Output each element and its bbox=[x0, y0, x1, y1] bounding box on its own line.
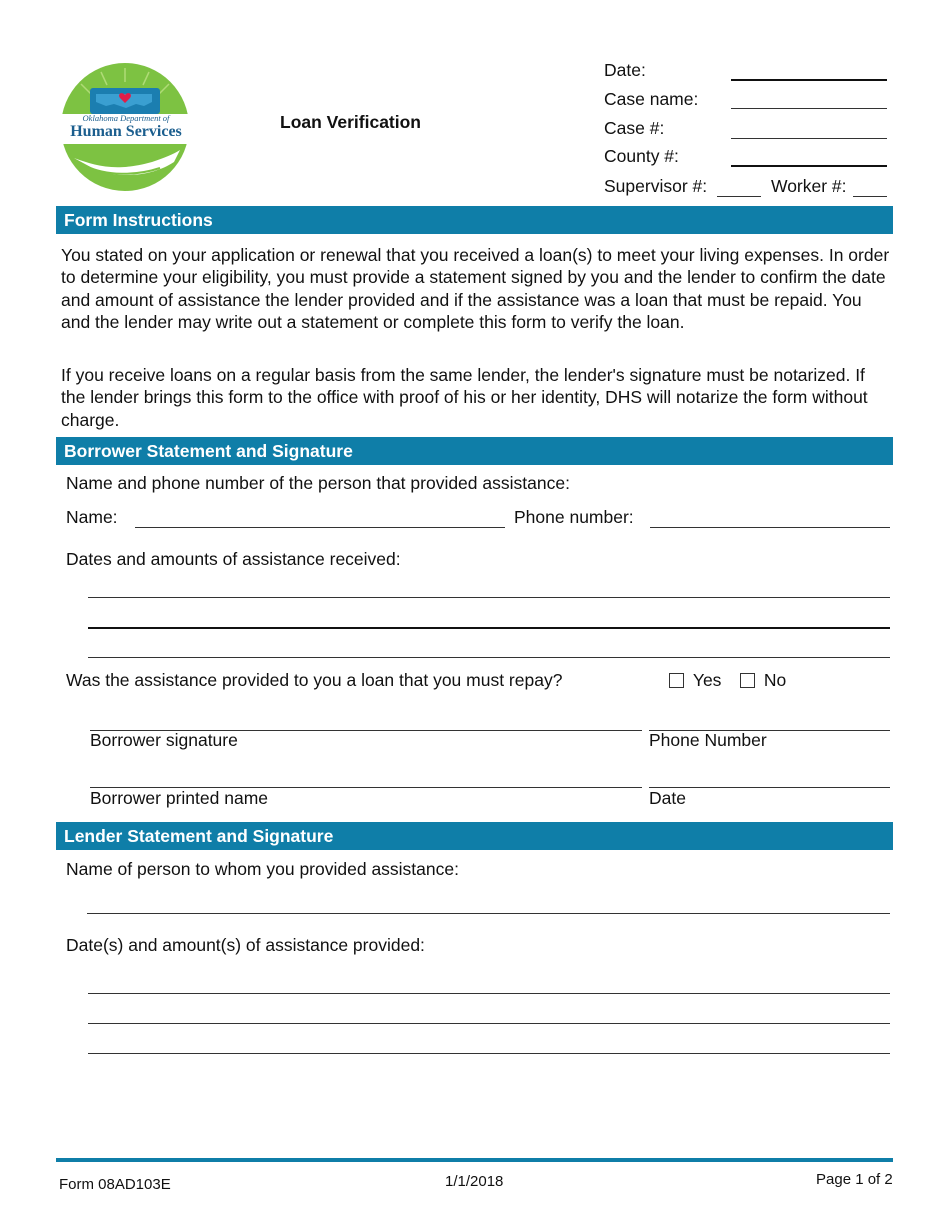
footer-rule bbox=[56, 1158, 893, 1162]
lender-dates-prompt: Date(s) and amount(s) of assistance provided: bbox=[66, 935, 425, 955]
case-name-label: Case name: bbox=[604, 89, 699, 109]
county-number-label: County #: bbox=[604, 146, 679, 166]
no-checkbox[interactable] bbox=[740, 673, 755, 688]
loan-question: Was the assistance provided to you a loan that you must repay? bbox=[66, 670, 563, 690]
yes-option[interactable] bbox=[669, 669, 721, 691]
borrower-phone-label: Phone number: bbox=[514, 507, 634, 527]
no-label: No bbox=[763, 670, 787, 690]
lender-phone-field[interactable] bbox=[650, 527, 890, 528]
borrower-dates-prompt: Dates and amounts of assistance received: bbox=[66, 549, 401, 569]
borrower-name-field[interactable] bbox=[87, 913, 890, 914]
lender-dates-line-2[interactable] bbox=[88, 1023, 890, 1024]
form-date: 1/1/2018 bbox=[445, 1173, 504, 1190]
borrower-phone-number-label: Phone Number bbox=[649, 730, 767, 750]
yes-label: Yes bbox=[692, 670, 722, 690]
case-name-field[interactable] bbox=[731, 108, 887, 109]
borrower-printed-name-label: Borrower printed name bbox=[90, 788, 268, 808]
form-instructions-heading: Form Instructions bbox=[56, 206, 893, 234]
logo-line-1: Oklahoma Department of bbox=[82, 113, 170, 123]
borrower-name-label: Name: bbox=[66, 507, 118, 527]
borrower-date-label: Date bbox=[649, 788, 686, 808]
borrower-dates-line-2[interactable] bbox=[88, 627, 890, 629]
yes-checkbox[interactable] bbox=[669, 673, 684, 688]
no-option[interactable] bbox=[740, 669, 786, 691]
dhs-logo bbox=[56, 62, 196, 192]
lender-dates-line-3[interactable] bbox=[88, 1053, 890, 1054]
borrower-section-heading: Borrower Statement and Signature bbox=[56, 437, 893, 465]
worker-number-field[interactable] bbox=[853, 196, 887, 197]
instructions-paragraph-2: If you receive loans on a regular basis from the same lender, the lender's signature must be notarized. If the lender brings this form to the office with proof of his or her identity, DHS will notarize the form without charge. bbox=[61, 365, 868, 430]
borrower-signature-label: Borrower signature bbox=[90, 730, 238, 750]
borrower-dates-line-3[interactable] bbox=[88, 657, 890, 658]
date-field[interactable] bbox=[731, 79, 887, 81]
page-title: Loan Verification bbox=[280, 112, 421, 132]
supervisor-number-field[interactable] bbox=[717, 196, 761, 197]
form-number: Form 08AD103E bbox=[59, 1176, 171, 1193]
county-number-field[interactable] bbox=[731, 165, 887, 167]
lender-name-field[interactable] bbox=[135, 527, 505, 528]
supervisor-number-label: Supervisor #: bbox=[604, 176, 708, 196]
lender-section-heading: Lender Statement and Signature bbox=[56, 822, 893, 850]
worker-number-label: Worker #: bbox=[771, 176, 847, 196]
borrower-dates-line-1[interactable] bbox=[88, 597, 890, 598]
logo-line-2: Human Services bbox=[70, 123, 182, 140]
case-number-label: Case #: bbox=[604, 118, 665, 138]
lender-dates-line-1[interactable] bbox=[88, 993, 890, 994]
case-number-field[interactable] bbox=[731, 138, 887, 139]
borrower-name-phone-prompt: Name and phone number of the person that provided assistance: bbox=[66, 473, 570, 493]
page-number: Page 1 of 2 bbox=[816, 1171, 893, 1188]
instructions-paragraph-1: You stated on your application or renewal that you received a loan(s) to meet your living expenses. In order to determine your eligibility, you must provide a statement signed by you and the lender to confirm the date and amount of assistance the lender provided and if the assistance was a loan that must be repaid. You and the lender may write out a statement or complete this form to verify the loan. bbox=[61, 245, 890, 332]
date-label: Date: bbox=[604, 60, 646, 80]
lender-name-prompt: Name of person to whom you provided assistance: bbox=[66, 859, 459, 879]
